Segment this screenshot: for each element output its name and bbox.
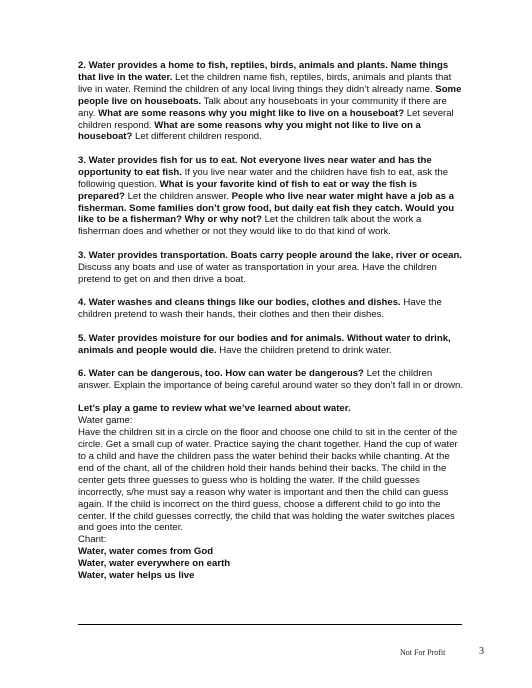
text-run: Let the children answer. (124, 190, 232, 202)
game-section (78, 403, 466, 582)
lesson-paragraph (78, 60, 466, 143)
lesson-paragraph (78, 333, 466, 357)
bold-text-run: 6. Water can be dangerous, too. How can water be dangerous? (78, 368, 364, 379)
footer-text: Not For Profit (400, 648, 446, 657)
bold-text-run: People who live near water might have a job as a fisherman. Some families don’t grow food, but daily eat fish they catch. Would you like to be a fisherman? Why or why not? (78, 190, 455, 226)
game-label: Water game: (78, 415, 133, 427)
bold-text-run: 5. Water provides moisture for our bodies and for animals. Without water to drink, animals and people would die. (78, 332, 451, 356)
lesson-paragraph (78, 368, 466, 392)
chant-line: Water, water comes from God (78, 546, 214, 558)
text-run: Discuss any boats and use of water as transportation in your area. Have the children pretend to get on and then drive a boat. (78, 261, 437, 285)
page-content (78, 60, 466, 582)
text-run: Have the children pretend to drink water. (216, 344, 392, 356)
bold-text-run: What is your favorite kind of fish to eat or way the fish is prepared? (78, 178, 418, 202)
text-run: Talk about any houseboats in your community if there are any. (78, 95, 447, 119)
lesson-paragraph (78, 250, 466, 286)
text-run: Let the children name fish, reptiles, birds, animals and plants that live in water. Remind the children of any local living things they didn’t already name. (78, 71, 452, 95)
bold-text-run: Some people live on houseboats. (78, 83, 462, 107)
text-run: Let several children respond. (78, 107, 454, 131)
chant-line: Water, water helps us live (78, 570, 195, 582)
chant-label: Chant: (78, 534, 107, 546)
bold-text-run: 4. Water washes and cleans things like our bodies, clothes and dishes. (78, 297, 401, 309)
game-heading: Let’s play a game to review what we’ve learned about water. (78, 403, 351, 415)
lesson-paragraph (78, 155, 466, 238)
bold-text-run: What are some reasons why you might not like to live on a houseboat? (78, 119, 421, 143)
text-run: If you live near water and the children have fish to eat, ask the following question. (78, 166, 449, 190)
bold-text-run: 3. Water provides fish for us to eat. Not everyone lives near water and has the opportunity to eat fish. (78, 154, 432, 178)
text-run: Let different children respond. (132, 131, 262, 143)
text-run: Let the children answer. Explain the importance of being careful around water so they don’t fall in or drown. (78, 368, 464, 391)
text-run: Have the children pretend to wash their hands, their clothes and then their dishes. (78, 297, 442, 321)
bold-text-run: 2. Water provides a home to fish, reptiles, birds, animals and plants. Name things that live in the water. (78, 60, 449, 83)
bold-text-run: 3. Water provides transportation. Boats carry people around the lake, river or ocean. (78, 249, 463, 261)
game-instructions: Have the children sit in a circle on the floor and choose one child to sit in the center of the circle. Get a small cup of water. Practice saying the chant together. Hand the cup of water to a child and have the children pass the water behind their backs while chanting. At the end of the chant, all of the children hold their hands behind their backs. The child in the center gets three guesses to guess who is holding the water. If the child guesses incorrectly, s/he must say a reason why water is important and then the child can guess again. If the child is incorrect on the third guess, choose a different child to go into the center. If the child guesses correctly, the child that was holding the water switches places and goes into the center. (78, 427, 458, 534)
bold-text-run: What are some reasons why you might like to live on a houseboat? (98, 107, 405, 119)
lesson-paragraph (78, 297, 466, 321)
page-number: 3 (479, 646, 484, 657)
lesson-paragraphs (78, 60, 466, 392)
chant-line: Water, water everywhere on earth (78, 558, 231, 570)
footer-divider (78, 624, 462, 625)
text-run: Let the children talk about the work a fisherman does and whether or not they would like to do that kind of work. (78, 214, 422, 238)
